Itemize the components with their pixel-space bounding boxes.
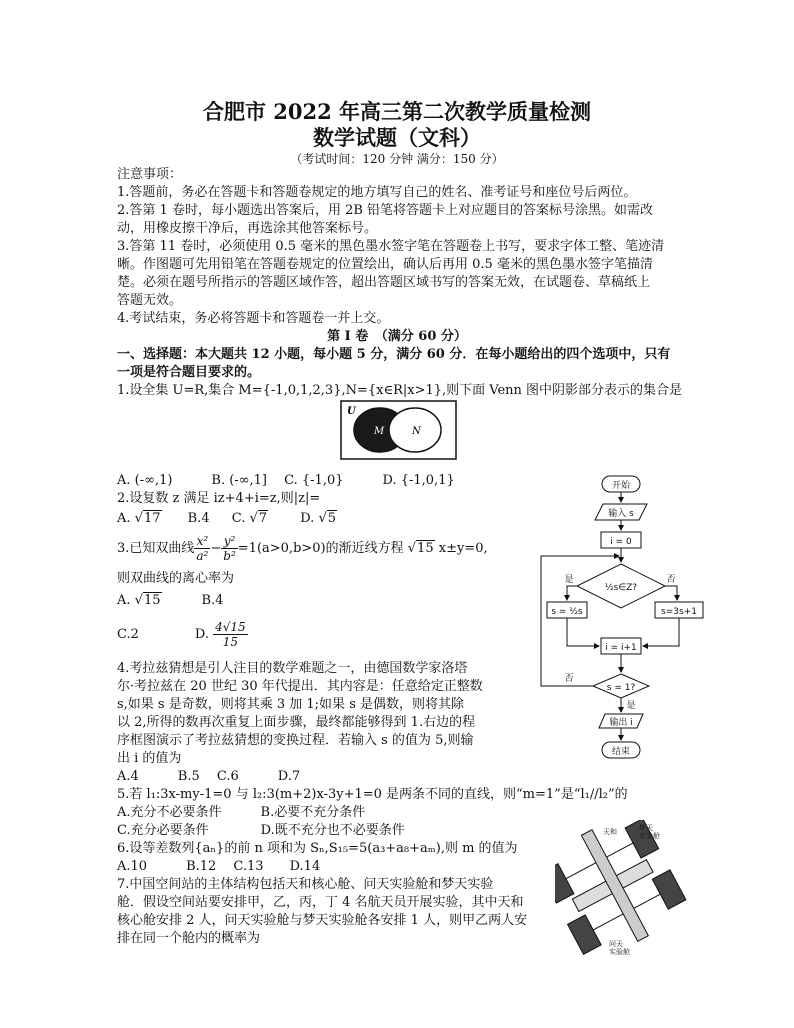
question-5-stem: 5.若 l₁:3x-my-1=0 与 l₂:3(m+2)x-3y+1=0 是两条不同的直线，则“m=1”是“l₁//l₂”的 <box>117 787 628 802</box>
question-7-line: 舱．假设空间站要安排甲，乙，丙，丁 4 名航天员开展实验，其中天和 <box>117 895 524 910</box>
question-6-stem: 6.设等差数列{aₙ}的前 n 项和为 Sₙ,S₁₅=5(a₃+a₈+aₘ),则 m 的值为 <box>117 841 518 856</box>
note-line: 2.答第 1 卷时，每小题选出答案后，用 2B 铅笔将答题卡上对应题目的答案标号涂黑。如需改 <box>117 203 654 218</box>
svg-text:实验舱: 实验舱 <box>609 948 630 956</box>
svg-text:输入 s: 输入 s <box>608 509 634 519</box>
svg-text:s=3s+1: s=3s+1 <box>661 607 697 617</box>
fraction: $\frac{\text{y²}}{\text{b²}}$ <box>223 534 236 563</box>
flowchart <box>535 470 715 770</box>
question-3-options-row1: A. √15 B.4 <box>117 593 224 608</box>
fraction: $\frac{4√15}{15}$ <box>215 620 246 649</box>
svg-text:s = 1?: s = 1? <box>606 683 636 693</box>
notes-heading: 注意事项： <box>117 167 183 182</box>
question-7-line: 7.中国空间站的主体结构包括天和核心舱、问天实验舱和梦天实验 <box>117 877 494 892</box>
svg-text:问天: 问天 <box>609 940 623 948</box>
question-4-line: 以 2,所得的数再次重复上面步骤，最终都能够得到 1.右边的程 <box>117 715 476 730</box>
svg-text:输出 i: 输出 i <box>609 718 633 728</box>
fraction: $\frac{\text{x²}}{\text{a²}}$ <box>196 534 209 563</box>
venn-label-n: N <box>412 426 421 437</box>
question-4-options: A.4 B.5 C.6 D.7 <box>117 769 301 784</box>
question-4-line: 尔·考拉兹在 20 世纪 30 年代提出．其内容是：任意给定正整数 <box>117 679 483 694</box>
question-1-stem: 1.设全集 U=R,集合 M={-1,0,1,2,3},N={x∈R|x>1},则下面 Venn 图中阴影部分表示的集合是 <box>117 383 683 398</box>
question-2-options: A. √17 B.4 C. √7 D. √5 <box>117 511 337 526</box>
space-station-illustration <box>555 820 690 960</box>
svg-text:½s∈Z?: ½s∈Z? <box>604 583 638 593</box>
section-heading: 一项是符合题目要求的。 <box>117 365 261 380</box>
venn-label-m: M <box>374 426 385 437</box>
question-4-line: s,如果 s 是奇数，则将其乘 3 加 1;如果 s 是偶数，则将其除 <box>117 697 464 712</box>
svg-text:实验舱: 实验舱 <box>639 832 660 840</box>
svg-text:是: 是 <box>564 575 574 585</box>
question-6-options: A.10 B.12 C.13 D.14 <box>117 859 321 874</box>
svg-text:s = ½s: s = ½s <box>551 607 583 617</box>
venn-diagram <box>340 400 457 460</box>
note-line: 1.答题前，务必在答题卡和答题卷规定的地方填写自己的姓名、准考证号和座位号后两位。 <box>117 185 637 200</box>
question-2-stem: 2.设复数 z 满足 iz+4+i=z,则|z|= <box>117 491 321 506</box>
svg-text:i = i+1: i = i+1 <box>605 643 637 653</box>
section-heading: 一、选择题：本大题共 12 小题，每小题 5 分，满分 60 分．在每小题给出的四个选项中，只有 <box>117 347 671 362</box>
exam-info: （考试时间：120 分钟 满分：150 分） <box>290 152 504 166</box>
note-line: 3.答第 11 卷时，必须使用 0.5 毫米的黑色墨水签字笔在答题卷上书写，要求字体工整、笔迹清 <box>117 239 665 254</box>
svg-text:开始: 开始 <box>611 481 631 491</box>
page-subtitle: 数学试题（文科） <box>313 125 481 150</box>
note-line: 晰。作图题可先用铅笔在答题卷规定的位置绘出，确认后再用 0.5 毫米的黑色墨水签字笔描清 <box>117 257 653 272</box>
svg-text:i = 0: i = 0 <box>610 537 632 547</box>
note-line: 楚。必须在题号所指示的答题区域作答，超出答题区域书写的答案无效，在试题卷、草稿纸上 <box>117 275 651 290</box>
question-3-stem: 3.已知双曲线 $\frac{\text{x²}}{\text{a²}}$ − $\frac{\text{y²}}{\text{b²}}$ =1(a>0,b>0)的渐近线方程 √15 x±y=0, <box>117 534 488 563</box>
question-7-line: 排在同一个舱内的概率为 <box>117 931 261 946</box>
question-4-line: 出 i 的值为 <box>117 751 182 766</box>
page-title: 合肥市 2022 年高三第二次教学质量检测 <box>202 99 592 124</box>
svg-text:是: 是 <box>626 701 636 711</box>
question-5-options: A.充分不必要条件 B.必要不充分条件 <box>117 805 366 820</box>
question-3-line2: 则双曲线的离心率为 <box>117 571 235 586</box>
svg-text:天和: 天和 <box>603 828 617 836</box>
svg-text:梦天: 梦天 <box>639 824 653 832</box>
question-3-options-row2: C.2 D. $\frac{4√15}{15}$ <box>117 620 246 649</box>
note-line: 动，用橡皮擦干净后，再选涂其他答案标号。 <box>117 221 378 236</box>
question-5-options: C.充分必要条件 D.既不充分也不必要条件 <box>117 823 405 838</box>
note-line: 4.考试结束，务必将答题卡和答题卷一并上交。 <box>117 311 390 326</box>
svg-text:结束: 结束 <box>611 747 631 757</box>
venn-label-u: U <box>347 406 356 417</box>
svg-text:否: 否 <box>666 575 676 585</box>
question-7-line: 核心舱安排 2 人，问天实验舱与梦天实验舱各安排 1 人，则甲乙两人安 <box>117 913 528 928</box>
question-4-line: 4.考拉兹猜想是引人注目的数学难题之一，由德国数学家洛塔 <box>117 661 468 676</box>
question-4-line: 序框图演示了考拉兹猜想的变换过程．若输入 s 的值为 5,则输 <box>117 733 474 748</box>
note-line: 答题无效。 <box>117 293 183 308</box>
part-heading: 第 I 卷 （满分 60 分） <box>327 329 467 344</box>
svg-text:否: 否 <box>564 674 574 684</box>
question-1-options: A. (-∞,1) B. (-∞,1] C. {-1,0} D. {-1,0,1} <box>117 473 455 488</box>
